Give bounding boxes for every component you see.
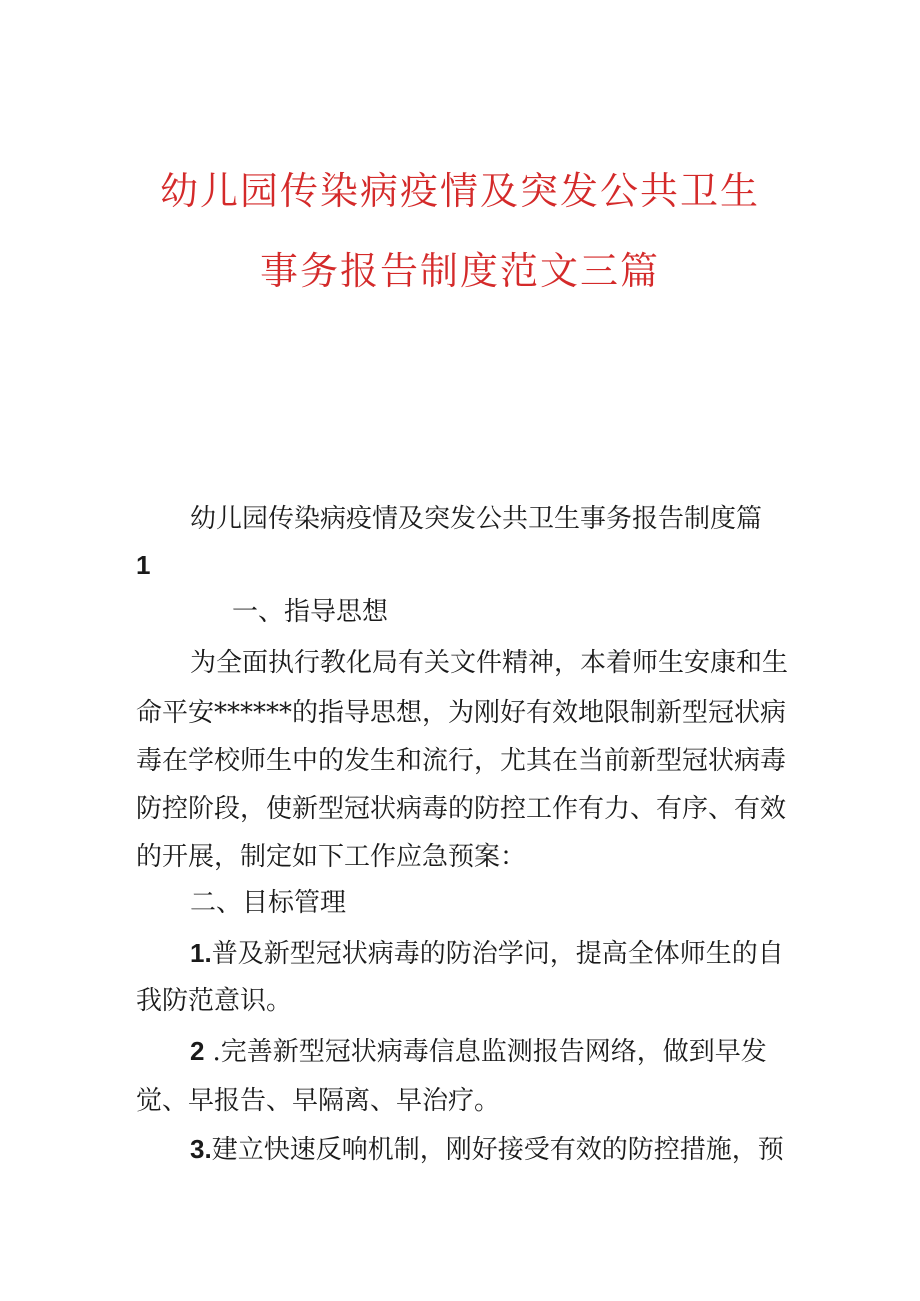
list-item-number: 1. (190, 938, 212, 968)
list-item-1-first-line (190, 926, 850, 981)
heading-guiding-thought: 一、指导思想 (232, 597, 389, 627)
list-item-2-first-line (190, 1024, 850, 1079)
list-item-1-second-line: 我防范意识。 (136, 986, 293, 1016)
list-item-text: 普及新型冠状病毒的防治学问，提高全体师生的自 (211, 939, 784, 969)
paragraph-line: 毒在学校师生中的发生和流行，尤其在当前新型冠状病毒 (136, 746, 787, 776)
section-heading-number: 1 (136, 550, 151, 580)
paragraph-line: 命平安******的指导思想，为刚好有效地限制新型冠状病 (136, 698, 787, 728)
list-item-text: 建立快速反响机制，刚好接受有效的防控措施，预 (211, 1135, 784, 1165)
document-title-line-1: 幼儿园传染病疫情及突发公共卫生 (159, 169, 760, 213)
list-item-3-first-line (190, 1122, 850, 1177)
list-item-number: 2 (190, 1036, 205, 1066)
paragraph-line: 防控阶段，使新型冠状病毒的防控工作有力、有序、有效 (136, 794, 787, 824)
heading-goal-management: 二、目标管理 (190, 888, 347, 918)
paragraph-line: 为全面执行教化局有关文件精神，本着师生安康和生 (190, 648, 789, 678)
section-heading: 幼儿园传染病疫情及突发公共卫生事务报告制度篇 (190, 504, 763, 534)
document-title-line-2: 事务报告制度范文三篇 (259, 249, 660, 293)
list-item-2-second-line: 觉、早报告、早隔离、早治疗。 (136, 1086, 501, 1116)
paragraph-line: 的开展，制定如下工作应急预案： (136, 842, 527, 872)
list-item-number: 3. (190, 1134, 212, 1164)
list-item-text: .完善新型冠状病毒信息监测报告网络，做到早发 (212, 1037, 767, 1067)
